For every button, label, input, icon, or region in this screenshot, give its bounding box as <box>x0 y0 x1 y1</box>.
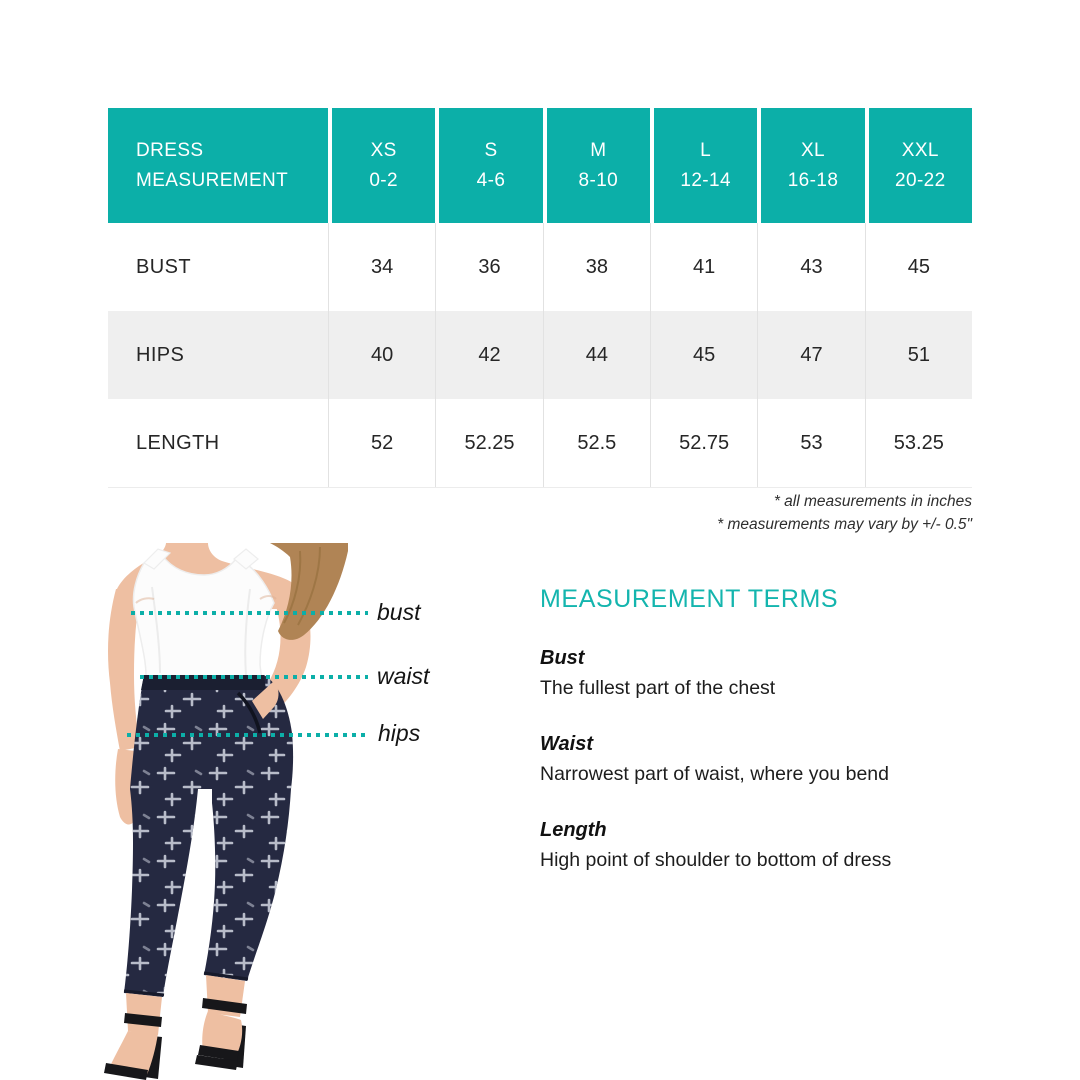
table-cell: 34 <box>328 223 435 311</box>
model-illustration <box>100 543 348 1080</box>
table-body <box>108 223 972 488</box>
table-cell: 52.75 <box>650 399 757 487</box>
table-cell: 45 <box>650 311 757 399</box>
table-row-hips <box>108 311 972 399</box>
column-header-m <box>547 108 650 223</box>
table-cell: 51 <box>865 311 972 399</box>
term-name: Length <box>540 819 607 841</box>
term-name: Bust <box>540 647 585 669</box>
table-cell: 36 <box>435 223 542 311</box>
size-range: 20-22 <box>895 169 946 191</box>
column-header-xs <box>332 108 435 223</box>
table-cell: 52.25 <box>435 399 542 487</box>
measurement-terms-section <box>540 584 980 874</box>
term-definition: High point of shoulder to bottom of dress <box>540 849 892 871</box>
row-label: LENGTH <box>136 431 220 454</box>
table-cell: 40 <box>328 311 435 399</box>
term-bust <box>540 645 980 702</box>
size-label: M <box>590 139 607 161</box>
size-label: XXL <box>901 139 939 161</box>
term-length <box>540 817 980 874</box>
bust-guide-line <box>131 611 368 615</box>
table-cell: 47 <box>757 311 864 399</box>
table-cell: 52.5 <box>543 399 650 487</box>
size-range: 16-18 <box>787 169 839 191</box>
bust-label: bust <box>377 599 421 625</box>
corner-header-label: DRESS MEASUREMENT <box>136 139 289 191</box>
table-cell: 44 <box>543 311 650 399</box>
footnotes <box>108 490 972 536</box>
waist-label: waist <box>377 663 430 689</box>
waist-guide-line <box>140 675 368 679</box>
table-header-row <box>108 108 972 223</box>
size-chart-table <box>108 108 972 488</box>
table-cell: 52 <box>328 399 435 487</box>
table-cell: 41 <box>650 223 757 311</box>
corner-header-cell <box>108 108 328 223</box>
terms-heading: MEASUREMENT TERMS <box>540 585 839 613</box>
column-header-l <box>654 108 757 223</box>
term-definition: Narrowest part of waist, where you bend <box>540 763 890 785</box>
table-row-bust <box>108 223 972 311</box>
table-cell: 53.25 <box>865 399 972 487</box>
table-cell: 38 <box>543 223 650 311</box>
footnote-variance: * measurements may vary by +/- 0.5" <box>717 516 972 533</box>
hips-guide-line <box>127 733 368 737</box>
column-header-xxl <box>869 108 972 223</box>
size-range: 0-2 <box>369 169 398 191</box>
term-definition: The fullest part of the chest <box>540 677 776 699</box>
term-waist <box>540 731 980 788</box>
table-cell: 42 <box>435 311 542 399</box>
footnote-inches: * all measurements in inches <box>773 493 972 510</box>
size-range: 8-10 <box>578 169 619 191</box>
column-header-s <box>439 108 542 223</box>
table-cell: 53 <box>757 399 864 487</box>
term-name: Waist <box>540 733 593 755</box>
size-label: L <box>700 139 712 161</box>
size-label: XL <box>800 139 826 161</box>
model-photo <box>100 543 348 1080</box>
hips-label: hips <box>378 720 421 746</box>
table-cell: 43 <box>757 223 864 311</box>
size-label: S <box>484 139 498 161</box>
size-range: 12-14 <box>680 169 731 191</box>
size-range: 4-6 <box>476 169 506 191</box>
row-label: BUST <box>136 255 191 278</box>
column-header-xl <box>761 108 864 223</box>
size-label: XS <box>370 139 397 161</box>
table-row-length <box>108 399 972 487</box>
table-cell: 45 <box>865 223 972 311</box>
row-label: HIPS <box>136 343 185 366</box>
